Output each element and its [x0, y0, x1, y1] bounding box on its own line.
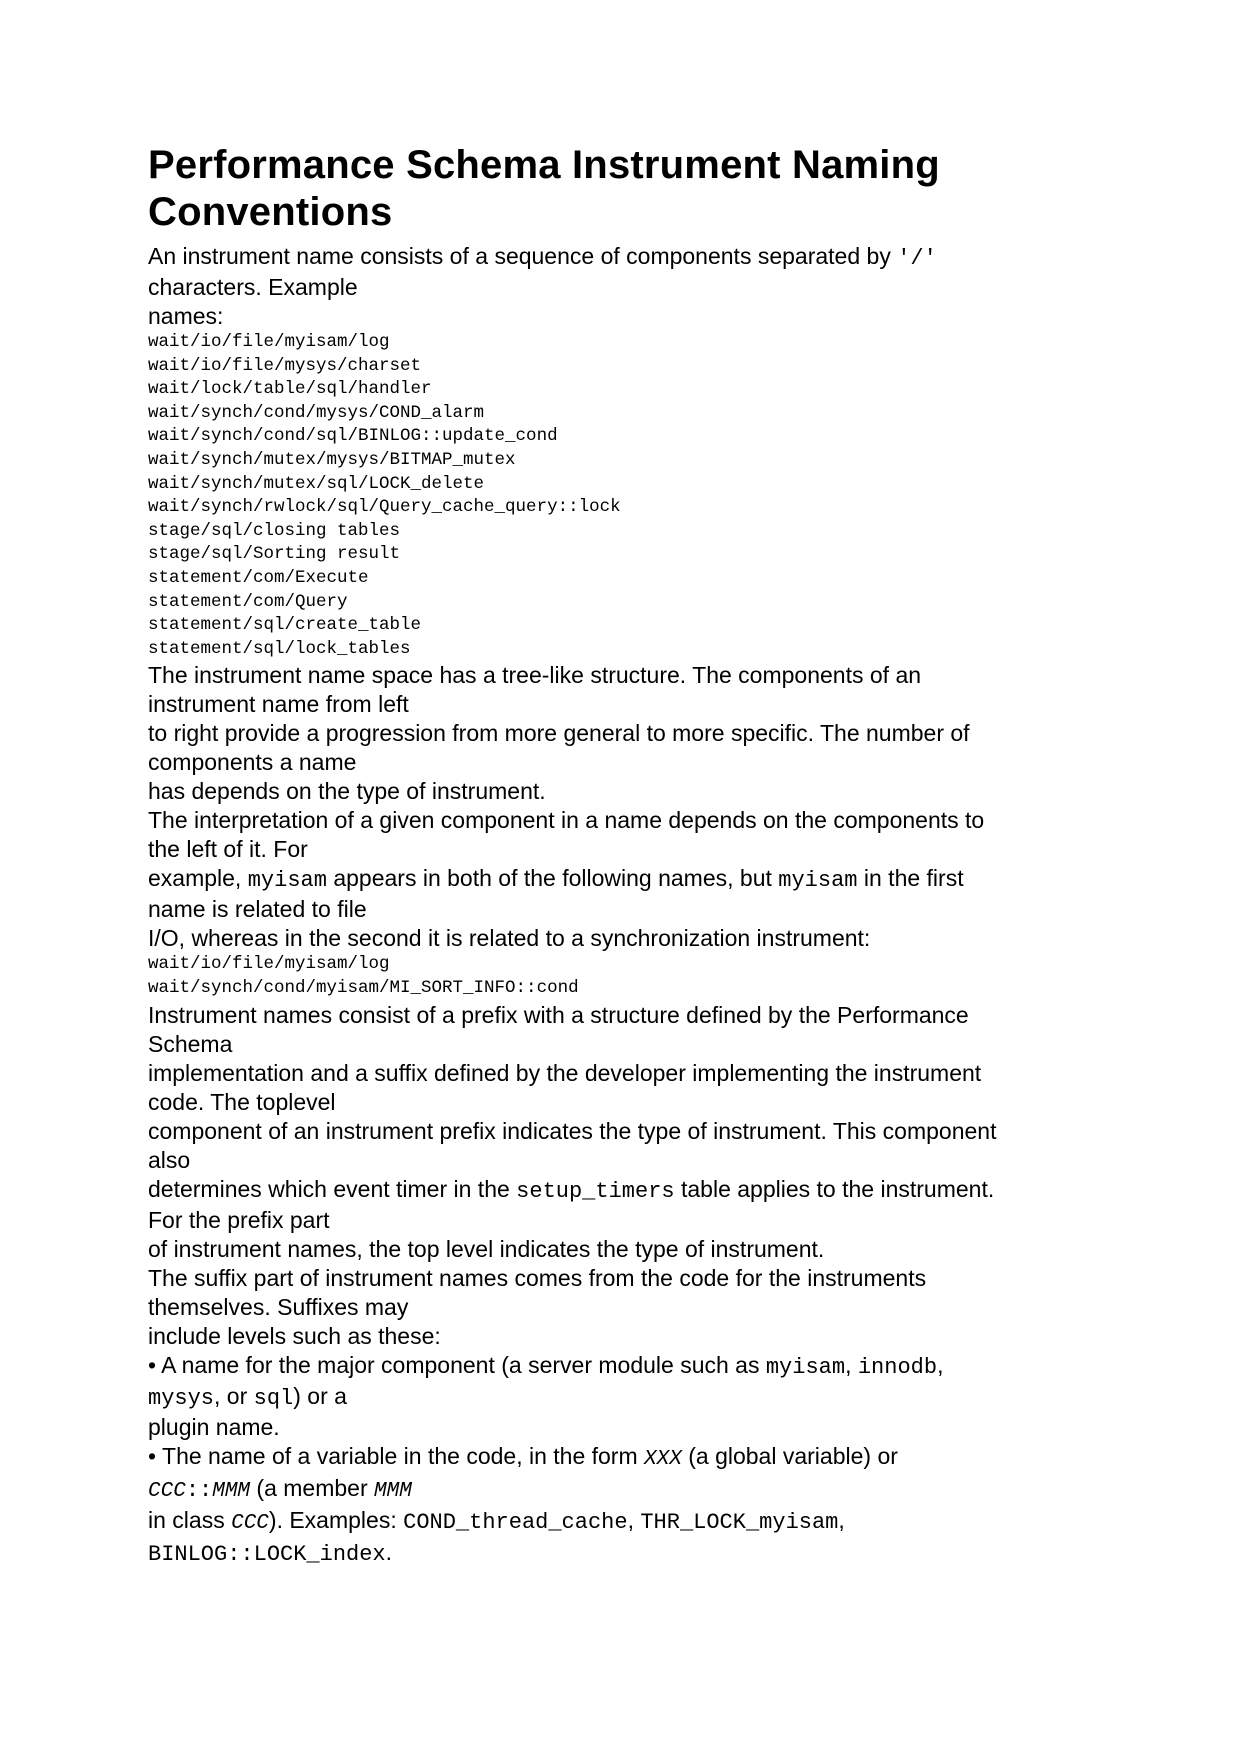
example-name: wait/io/file/myisam/log	[148, 954, 390, 975]
namespace-line: has depends on the type of instrument.	[148, 778, 546, 805]
namespace-line: The instrument name space has a tree-like structure. The components of an	[148, 662, 922, 689]
example-names-block	[148, 331, 1130, 661]
namespace-line: components a name	[148, 749, 357, 776]
intro-line-1: An instrument name consists of a sequence of components separated by '/'	[148, 243, 937, 271]
inline-code-slash: '/'	[897, 246, 937, 271]
prefix-line: component of an instrument prefix indicates the type of instrument. This component	[148, 1117, 997, 1144]
bullet-2-line-2: CCC::MMM (a member MMM	[148, 1474, 412, 1503]
prefix-line: Instrument names consist of a prefix with a structure defined by the Performance	[148, 1001, 969, 1028]
example-name: statement/com/Query	[148, 591, 348, 612]
namespace-line: to right provide a progression from more general to more specific. The number of	[148, 720, 970, 747]
example-para-line-3: I/O, whereas in the second it is related to a synchronization instrument:	[148, 925, 871, 952]
suffix-line: The suffix part of instrument names comes from the code for the instruments	[148, 1264, 927, 1291]
example-name: wait/synch/mutex/mysys/BITMAP_mutex	[148, 449, 516, 470]
timer-line: determines which event timer in the setup_timers table applies to the instrument.	[148, 1175, 995, 1204]
example-name: wait/io/file/myisam/log	[148, 332, 390, 352]
bullet-1-line-2: mysys, or sql) or a	[148, 1382, 347, 1411]
namespace-line: instrument name from left	[148, 691, 409, 718]
bullet-2-line-3: in class CCC). Examples: COND_thread_cache, THR_LOCK_myisam,	[148, 1506, 845, 1535]
example-name: wait/synch/cond/myisam/MI_SORT_INFO::cond	[148, 977, 579, 998]
example-name: wait/synch/cond/sql/BINLOG::update_cond	[148, 426, 558, 447]
example-name: stage/sql/Sorting result	[148, 544, 401, 565]
bullet-2-line-1: • The name of a variable in the code, in the form XXX (a global variable) or	[148, 1442, 898, 1471]
inline-code-example: THR_LOCK_myisam	[640, 1509, 839, 1535]
bullet-2-line-4: BINLOG::LOCK_index.	[148, 1538, 393, 1567]
suffix-line: of instrument names, the top level indicates the type of instrument.	[148, 1235, 825, 1262]
inline-code-mmm: MMM	[374, 1479, 412, 1503]
example-para-line-2: name is related to file	[148, 896, 367, 923]
example-name: statement/sql/create_table	[148, 615, 422, 636]
inline-code-xxx: XXX	[644, 1447, 682, 1471]
bullet-1-line-1: • A name for the major component (a server module such as myisam, innodb,	[148, 1351, 944, 1380]
suffix-line: themselves. Suffixes may	[148, 1293, 409, 1320]
suffix-line: include levels such as these:	[148, 1322, 441, 1349]
page-title: Performance Schema Instrument Naming Conventions	[148, 143, 940, 234]
inline-code-ccc: CCC	[148, 1479, 186, 1503]
inline-code-sql: sql	[253, 1385, 294, 1411]
example-name: stage/sql/closing tables	[148, 520, 401, 541]
example-name: wait/io/file/mysys/charset	[148, 355, 422, 376]
example-names-block-2	[148, 953, 1130, 1000]
namespace-line: The interpretation of a given component in a name depends on the components to	[148, 807, 985, 834]
inline-code-example: COND_thread_cache	[403, 1509, 628, 1535]
intro-line-2: characters. Example	[148, 274, 358, 300]
example-name: statement/sql/lock_tables	[148, 638, 411, 659]
prefix-line: also	[148, 1146, 191, 1173]
inline-code-mysys: mysys	[148, 1385, 215, 1411]
inline-code-myisam: myisam	[247, 868, 327, 894]
inline-code-mmm: MMM	[212, 1479, 251, 1503]
inline-code-setup-timers: setup_timers	[516, 1178, 675, 1204]
example-name: wait/lock/table/sql/handler	[148, 379, 432, 400]
namespace-line: the left of it. For	[148, 836, 308, 863]
prefix-line: implementation and a suffix defined by the developer implementing the instrument	[148, 1059, 982, 1086]
intro-line-3: names:	[148, 303, 224, 329]
inline-code-myisam: myisam	[765, 1354, 846, 1380]
prefix-line: code. The toplevel	[148, 1088, 336, 1115]
inline-code-ccc: CCC	[231, 1511, 269, 1535]
example-name: wait/synch/cond/mysys/COND_alarm	[148, 402, 485, 423]
example-name: statement/com/Execute	[148, 567, 369, 588]
inline-code-myisam: myisam	[778, 868, 858, 894]
example-para-line-1: example, myisam appears in both of the following names, but myisam in the first	[148, 865, 964, 894]
prefix-line: Schema	[148, 1030, 233, 1057]
example-name: wait/synch/mutex/sql/LOCK_delete	[148, 473, 485, 494]
bullet-1-line-3: plugin name.	[148, 1413, 280, 1440]
inline-code-example: BINLOG::LOCK_index	[148, 1541, 386, 1567]
inline-code-innodb: innodb	[857, 1354, 938, 1380]
suffix-line: For the prefix part	[148, 1206, 330, 1233]
example-name: wait/synch/rwlock/sql/Query_cache_query::lock	[148, 497, 621, 518]
